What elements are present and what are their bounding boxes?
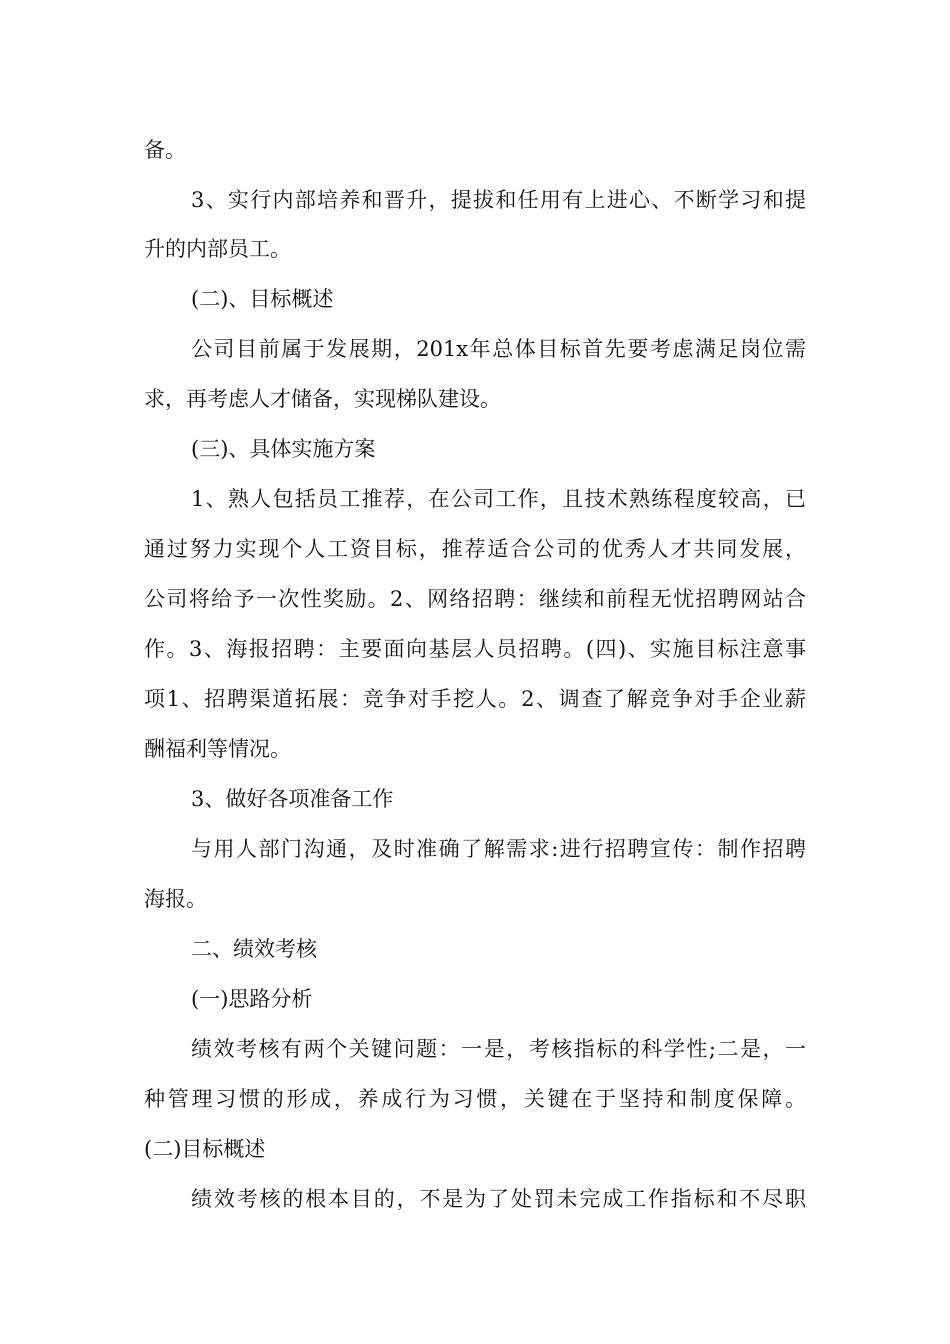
text-line: 绩效考核有两个关键问题：一是，考核指标的科学性;二是，一	[191, 1037, 806, 1061]
text-line-continuation: 备。	[144, 138, 186, 162]
section-heading-goal-overview-2: (二)目标概述	[144, 1137, 266, 1161]
section-heading-analysis: (一)思路分析	[191, 987, 313, 1011]
section-heading-performance-review: 二、绩效考核	[191, 937, 317, 961]
text-line: 公司将给予一次性奖励。2、网络招聘：继续和前程无忧招聘网站合	[144, 587, 806, 611]
text-line: 酬福利等情况。	[144, 737, 291, 761]
text-line: 种管理习惯的形成，养成行为习惯，关键在于坚持和制度保障。	[144, 1087, 806, 1111]
section-heading-implementation-plan: (三)、具体实施方案	[191, 437, 376, 461]
text-line: 与用人部门沟通，及时准确了解需求:进行招聘宣传：制作招聘	[191, 837, 806, 861]
text-line: 作。3、海报招聘：主要面向基层人员招聘。(四)、实施目标注意事	[144, 637, 806, 661]
text-line-item-3: 3、实行内部培养和晋升，提拔和任用有上进心、不断学习和提	[191, 188, 806, 212]
section-heading-goal-overview: (二)、目标概述	[191, 287, 334, 311]
text-line: 绩效考核的根本目的，不是为了处罚未完成工作指标和不尽职	[191, 1187, 806, 1211]
text-line: 通过努力实现个人工资目标，推荐适合公司的优秀人才共同发展，	[144, 537, 806, 561]
text-line: 升的内部员工。	[144, 237, 291, 261]
text-line: 求，再考虑人才储备，实现梯队建设。	[144, 387, 501, 411]
text-line: 海报。	[144, 887, 207, 911]
text-line: 1、熟人包括员工推荐，在公司工作，且技术熟练程度较高，已	[191, 487, 806, 511]
text-line-item-3: 3、做好各项准备工作	[191, 787, 394, 811]
text-line: 项1、招聘渠道拓展：竞争对手挖人。2、调查了解竞争对手企业薪	[144, 687, 806, 711]
text-line: 公司目前属于发展期，201x年总体目标首先要考虑满足岗位需	[191, 337, 806, 361]
